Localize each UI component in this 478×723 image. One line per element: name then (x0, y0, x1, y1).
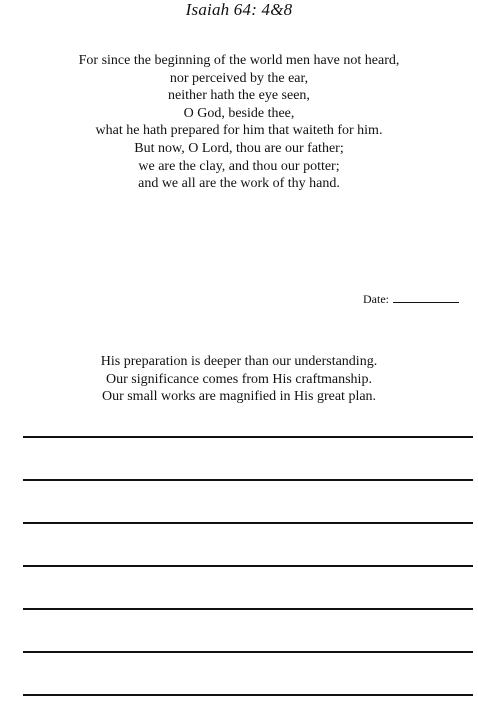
writing-line[interactable] (23, 694, 473, 696)
verse-line: and we all are the work of thy hand. (138, 176, 340, 192)
writing-line[interactable] (23, 608, 473, 610)
writing-area (23, 0, 473, 723)
verse-line: neither hath the eye seen, (168, 88, 310, 104)
verse-line: O God, beside thee, (183, 105, 295, 121)
writing-line[interactable] (23, 651, 473, 653)
verse-line: But now, O Lord, thou are our father; (134, 140, 344, 156)
writing-line[interactable] (23, 522, 473, 524)
reflection-line: Our small works are magnified in His great plan. (101, 389, 377, 405)
date-label: Date: (363, 292, 389, 306)
verse-line: For since the beginning of the world men have not heard, (78, 53, 400, 68)
reflection-line: Our significance comes from His craftmanship. (106, 371, 372, 387)
writing-line[interactable] (23, 436, 473, 438)
page-title: Isaiah 64: 4&8 (185, 0, 293, 19)
verse-line: nor perceived by the ear, (169, 70, 309, 86)
reflection-line: His preparation is deeper than our understanding. (100, 354, 378, 369)
writing-line[interactable] (23, 565, 473, 567)
verse-line: what he hath prepared for him that waiteth for him. (95, 123, 383, 139)
writing-line[interactable] (23, 479, 473, 481)
verse-line: we are the clay, and thou our potter; (138, 158, 340, 174)
